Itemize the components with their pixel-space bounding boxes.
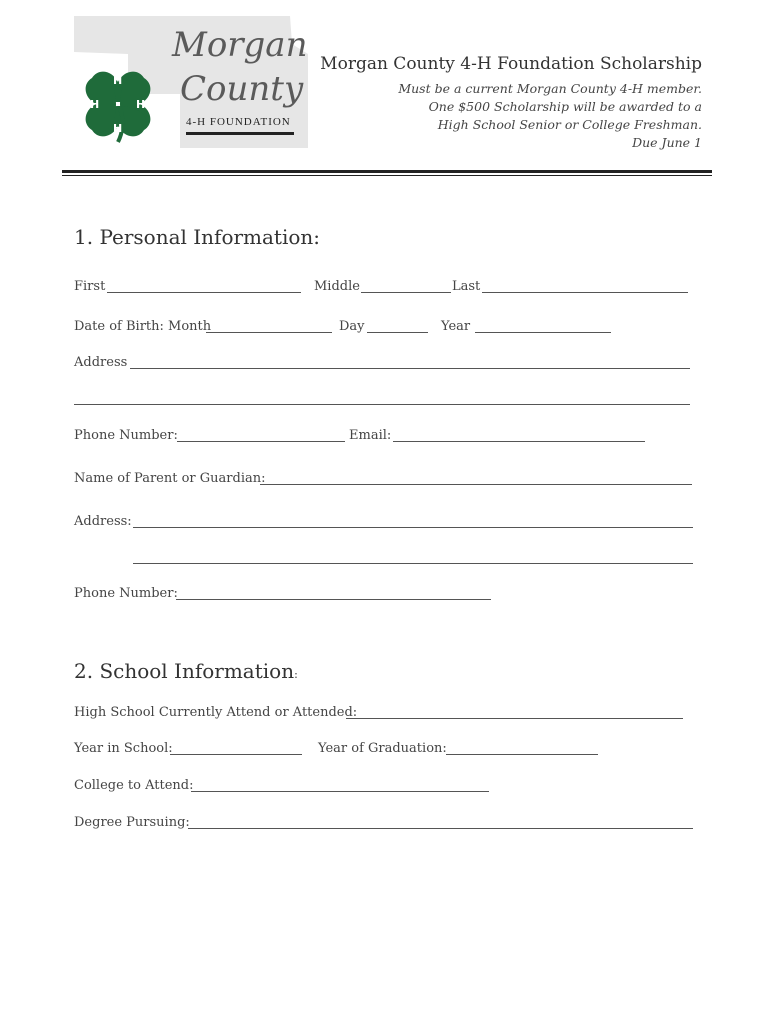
logo-word-county: County — [180, 69, 304, 109]
last-name-label: Last — [452, 279, 481, 294]
dob-day-label: Day — [339, 319, 365, 334]
clover-letter: H — [90, 98, 100, 111]
middle-name-field[interactable] — [361, 292, 451, 293]
section-school-title-colon: : — [294, 668, 298, 681]
degree-field[interactable] — [188, 828, 693, 829]
phone-field[interactable] — [177, 441, 345, 442]
first-name-label: First — [74, 279, 106, 294]
due-date: Due June 1 — [632, 135, 702, 150]
header-block — [320, 54, 702, 152]
college-field[interactable] — [191, 791, 489, 792]
email-field[interactable] — [393, 441, 645, 442]
middle-name-label: Middle — [314, 279, 360, 294]
address-field-line2[interactable] — [74, 404, 690, 405]
dob-month-label: Date of Birth: Month — [74, 319, 212, 334]
last-name-field[interactable] — [482, 292, 688, 293]
clover-icon — [78, 64, 158, 144]
high-school-label: High School Currently Attend or Attended: — [74, 705, 358, 720]
section-personal-title: 1. Personal Information: — [74, 225, 321, 249]
phone-label: Phone Number: — [74, 428, 178, 443]
dob-year-label: Year — [441, 319, 471, 334]
header-rule-thick — [62, 170, 712, 173]
year-in-school-label: Year in School: — [74, 741, 173, 756]
eligibility-line: Must be a current Morgan County 4-H member. — [398, 81, 702, 96]
high-school-field[interactable] — [346, 718, 683, 719]
first-name-field[interactable] — [107, 292, 301, 293]
header-rule-thin — [62, 175, 712, 176]
year-in-school-field[interactable] — [170, 754, 302, 755]
parent-name-label: Name of Parent or Guardian: — [74, 471, 266, 486]
graduation-year-label: Year of Graduation: — [318, 741, 447, 756]
parent-address-label: Address: — [74, 514, 132, 529]
award-line: One $500 Scholarship will be awarded to a — [428, 99, 702, 114]
clover-letter: H — [136, 98, 146, 111]
logo-foundation-text: 4-H FOUNDATION — [186, 116, 291, 128]
section-school-title-text: 2. School Information — [74, 659, 295, 683]
section-school-title — [74, 659, 298, 683]
parent-phone-field[interactable] — [176, 599, 491, 600]
dob-day-field[interactable] — [367, 332, 428, 333]
parent-phone-label: Phone Number: — [74, 586, 178, 601]
parent-address-field-line1[interactable] — [133, 527, 693, 528]
logo-underline — [186, 132, 294, 135]
college-label: College to Attend: — [74, 778, 194, 793]
form-title: Morgan County 4-H Foundation Scholarship — [320, 54, 702, 74]
email-label: Email: — [349, 428, 392, 443]
graduation-year-field[interactable] — [446, 754, 598, 755]
parent-name-field[interactable] — [260, 484, 692, 485]
audience-line: High School Senior or College Freshman. — [437, 117, 702, 132]
address-field-line1[interactable] — [130, 368, 690, 369]
dob-year-field[interactable] — [475, 332, 611, 333]
address-label: Address — [74, 355, 128, 370]
dob-month-field[interactable] — [206, 332, 332, 333]
county-logo — [68, 14, 314, 148]
logo-word-morgan: Morgan — [172, 25, 308, 65]
clover-letter: H — [113, 74, 123, 87]
degree-label: Degree Pursuing: — [74, 815, 190, 830]
clover-letter: H — [113, 122, 123, 135]
parent-address-field-line2[interactable] — [133, 563, 693, 564]
